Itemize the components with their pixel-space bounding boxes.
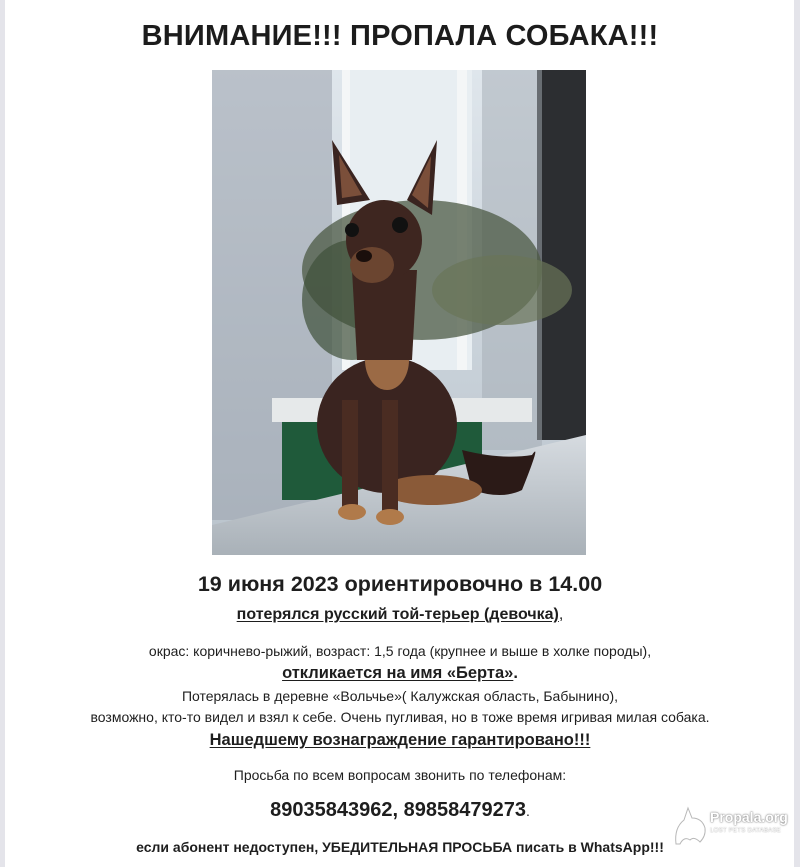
breed-suffix: , (558, 606, 564, 623)
reward-line (0, 731, 800, 750)
contact-prompt: Просьба по всем вопросам звонить по телефонам: (233, 767, 567, 783)
location-line-1: Потерялась в деревне «Вольчье»( Калужская область, Бабынино), (181, 688, 619, 704)
watermark-site: Propala.org (710, 809, 788, 825)
name-suffix: . (513, 664, 518, 682)
phone-text: 89035843962, 89858479273 (270, 799, 526, 821)
reward-text: Нашедшему вознаграждение гарантировано!!! (209, 731, 591, 749)
whatsapp-note: если абонент недоступен, УБЕДИТЕЛЬНАЯ ПРОСЬБА писать в WhatsApp!!! (136, 839, 664, 855)
breed-line (0, 606, 800, 624)
description-line: окрас: коричнево-рыжий, возраст: 1,5 года (крупнее и выше в холке породы), (148, 643, 652, 659)
breed-text: потерялся русский той-терьер (девочка) (236, 606, 559, 623)
poster-title: ВНИМАНИЕ!!! ПРОПАЛА СОБАКА!!! (141, 20, 659, 52)
watermark-tagline: LOST PETS DATABASE (710, 828, 782, 834)
phone-suffix: . (525, 803, 530, 819)
date-line: 19 июня 2023 ориентировочно в 14.00 (197, 572, 603, 596)
name-text: откликается на имя «Берта» (282, 664, 514, 682)
dog-cat-silhouette-icon (672, 806, 708, 846)
watermark (672, 806, 792, 846)
dog-photo-illustration (212, 70, 586, 555)
name-line (0, 664, 800, 683)
location-line-2: возможно, кто-то видел и взял к себе. Очень пугливая, но в тоже время игривая милая собака. (90, 709, 710, 725)
dog-photo (212, 70, 586, 555)
